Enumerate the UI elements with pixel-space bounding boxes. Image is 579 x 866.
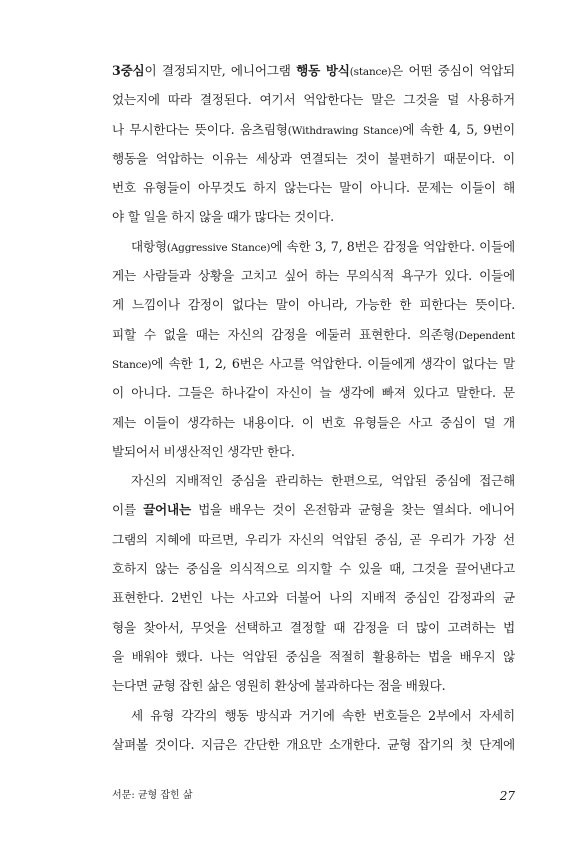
text-line — [112, 642, 515, 671]
page-footer — [112, 786, 515, 806]
line-text: 는다면 균형 잡힌 삶은 영원히 환상에 불과하다는 점을 배웠다. — [112, 678, 446, 694]
english-term: Stance) — [112, 358, 152, 371]
line-text: 이를 — [112, 502, 144, 518]
line-text: 게 느낌이나 감정이 없다는 말이 아니라, 가능한 한 피한다는 뜻이다. — [112, 297, 515, 313]
text-line — [112, 232, 515, 261]
text-line — [112, 613, 515, 642]
text-line — [112, 466, 515, 495]
text-line — [112, 408, 515, 437]
english-term: (Dependent — [454, 329, 515, 342]
text-line — [112, 583, 515, 612]
page-number: 27 — [499, 789, 515, 803]
line-text: 호하지 않는 중심을 의식적으로 의지할 수 있을 때, 그것을 끌어낸다고 — [112, 561, 515, 577]
text-line — [112, 320, 515, 349]
text-line — [112, 261, 515, 290]
line-text: 에 속한 3, 7, 8번은 감정을 억압한다. 이들에 — [270, 238, 515, 254]
line-text: 표현한다. 2번인 나는 사고와 더불어 나의 지배적 중심인 감정과의 균 — [112, 590, 515, 606]
line-text: 피할 수 없을 때는 자신의 감정을 에둘러 표현한다. 의존형 — [112, 326, 455, 342]
line-text: 은 어떤 중심이 억압되 — [391, 63, 515, 78]
line-text: 그램의 지혜에 따르면, 우리가 자신의 억압된 중심, 곧 우리가 가장 선 — [112, 531, 515, 547]
line-text: 번호 유형들이 아무것도 하지 않는다는 말이 아니다. 문제는 이들이 해 — [112, 180, 515, 196]
line-text: 에 속한 1, 2, 6번은 사고를 억압한다. 이들에게 생각이 없다는 말 — [151, 355, 515, 371]
text-line — [112, 495, 515, 524]
text-line — [112, 378, 515, 407]
line-text: 야 할 일을 하지 않을 때가 많다는 것이다. — [112, 209, 334, 225]
running-title: 서문: 균형 잡힌 삶 — [112, 790, 193, 801]
line-text: 게는 사람들과 상황을 고치고 싶어 하는 무의식적 욕구가 있다. 이들에 — [112, 268, 515, 284]
line-text: 대항형 — [131, 238, 167, 254]
line-text: 자신의 지배적인 중심을 관리하는 한편으로, 억압된 중심에 접근해 — [131, 473, 515, 489]
text-line — [112, 437, 515, 466]
line-text: 이 결정되지만, 에니어그램 — [144, 63, 297, 78]
text-line — [112, 144, 515, 173]
english-term: (Aggressive Stance) — [166, 241, 271, 254]
line-text: 법을 배우는 것이 온전함과 균형을 찾는 열쇠다. 에니어 — [190, 502, 515, 518]
english-term: (stance) — [349, 66, 392, 78]
line-text: 행동을 억압하는 이유는 세상과 연결되는 것이 불편하기 때문이다. 이 — [112, 150, 515, 166]
text-line — [112, 730, 515, 759]
line-text: 나 무시한다는 뜻이다. 움츠림형 — [112, 121, 288, 137]
line-text: 형을 찾아서, 무엇을 선택하고 결정할 때 감정을 더 많이 고려하는 법 — [112, 619, 515, 635]
line-text: 에 속한 4, 5, 9번이 — [402, 121, 515, 137]
line-text: 발되어서 비생산적인 생각만 한다. — [112, 443, 295, 459]
line-text: 살펴볼 것이다. 지금은 간단한 개요만 소개한다. 균형 잡기의 첫 단계에 — [112, 736, 515, 752]
text-line — [112, 85, 515, 114]
text-line — [112, 349, 515, 378]
bold-term: 3중심 — [112, 63, 145, 78]
text-line — [112, 701, 515, 730]
line-text: 세 유형 각각의 행동 방식과 거기에 속한 번호들은 2부에서 자세히 — [131, 707, 515, 723]
text-line — [112, 115, 515, 144]
english-term: (Withdrawing Stance) — [287, 124, 403, 137]
text-line — [112, 56, 515, 85]
text-line — [112, 173, 515, 202]
text-line — [112, 525, 515, 554]
text-line — [112, 290, 515, 319]
body-text — [112, 56, 515, 759]
line-text: 제는 이들이 생각하는 내용이다. 이 번호 유형들은 사고 중심이 덜 개 — [112, 414, 515, 430]
line-text: 을 배워야 했다. 나는 억압된 중심을 적절히 활용하는 법을 배우지 않 — [112, 648, 515, 664]
bold-term: 끌어내는 — [143, 502, 191, 518]
text-line — [112, 671, 515, 700]
text-line — [112, 202, 515, 231]
bold-term: 행동 방식 — [296, 63, 350, 78]
line-text: 이 아니다. 그들은 하나같이 자신이 늘 생각에 빠져 있다고 말한다. 문 — [112, 385, 515, 401]
text-line — [112, 554, 515, 583]
line-text: 었는지에 따라 결정된다. 여기서 억압한다는 말은 그것을 덜 사용하거 — [112, 92, 515, 108]
